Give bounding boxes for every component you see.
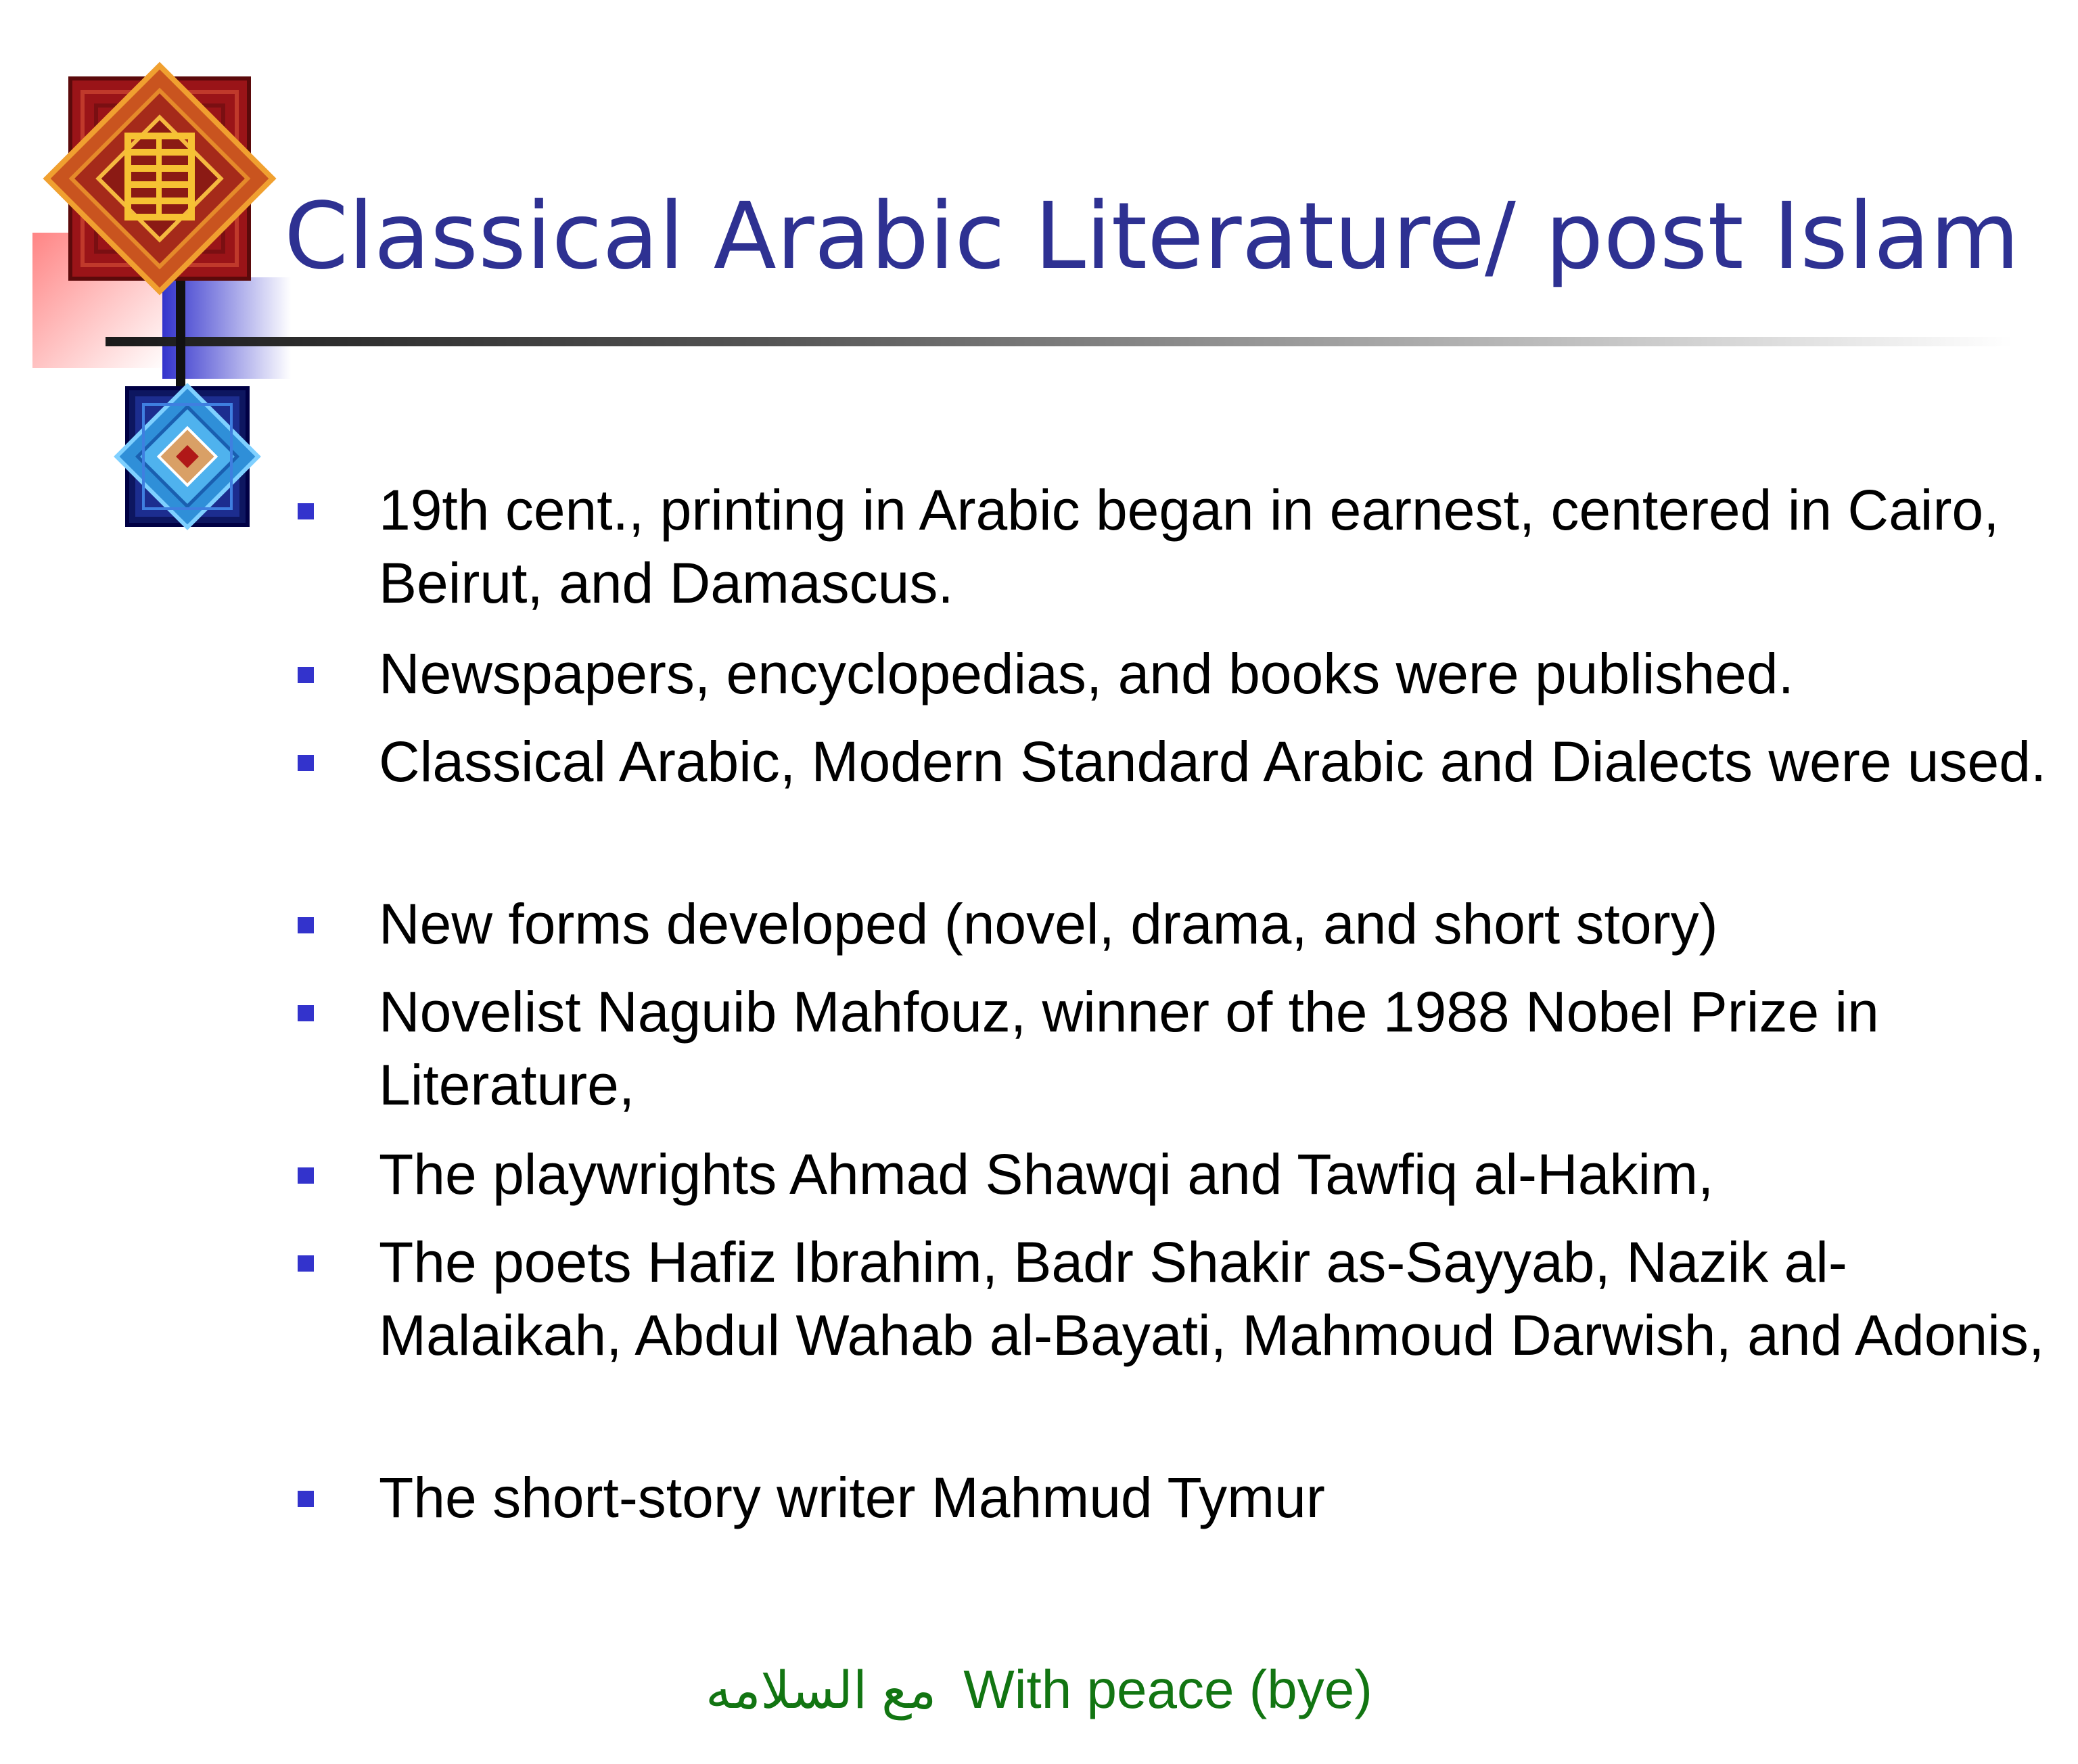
square-bullet-icon bbox=[298, 755, 314, 771]
bullet-text: 19th cent., printing in Arabic began in earnest, centered in Cairo, Beirut, and Damascus. bbox=[379, 478, 2000, 615]
square-bullet-icon bbox=[298, 667, 314, 683]
title-underline bbox=[106, 337, 2013, 346]
farewell-arabic: مع السلامه bbox=[706, 1662, 937, 1719]
kufic-calligraphy-tile-blue-icon bbox=[116, 386, 258, 527]
bullet-text: New forms developed (novel, drama, and short story) bbox=[379, 892, 1718, 956]
square-bullet-icon bbox=[298, 1167, 314, 1184]
bullet-text: Classical Arabic, Modern Standard Arabic and Dialects were used. bbox=[379, 730, 2047, 793]
bullet-text: The playwrights Ahmad Shawqi and Tawfiq al-Hakim, bbox=[379, 1142, 1714, 1206]
square-bullet-icon bbox=[298, 1491, 314, 1507]
bullet-text: The short-story writer Mahmud Tymur bbox=[379, 1466, 1325, 1529]
slide-title: Classical Arabic Literature/ post Islam bbox=[284, 183, 2020, 290]
kufic-calligraphy-tile-red-icon bbox=[47, 66, 273, 292]
square-bullet-icon bbox=[298, 503, 314, 519]
farewell-line bbox=[0, 1656, 2078, 1725]
bullet-text: The poets Hafiz Ibrahim, Badr Shakir as-Sayyab, Nazik al-Malaikah, Abdul Wahab al-Bayati, Mahmoud Darwish, and Adonis, bbox=[379, 1230, 2045, 1367]
bullet-text: Novelist Naguib Mahfouz, winner of the 1988 Nobel Prize in Literature, bbox=[379, 980, 1879, 1117]
square-bullet-icon bbox=[298, 917, 314, 933]
tile-connector bbox=[176, 271, 185, 392]
bullet-text: Newspapers, encyclopedias, and books were published. bbox=[379, 642, 1794, 705]
square-bullet-icon bbox=[298, 1255, 314, 1272]
farewell-english: With peace (bye) bbox=[963, 1659, 1372, 1719]
square-bullet-icon bbox=[298, 1005, 314, 1021]
